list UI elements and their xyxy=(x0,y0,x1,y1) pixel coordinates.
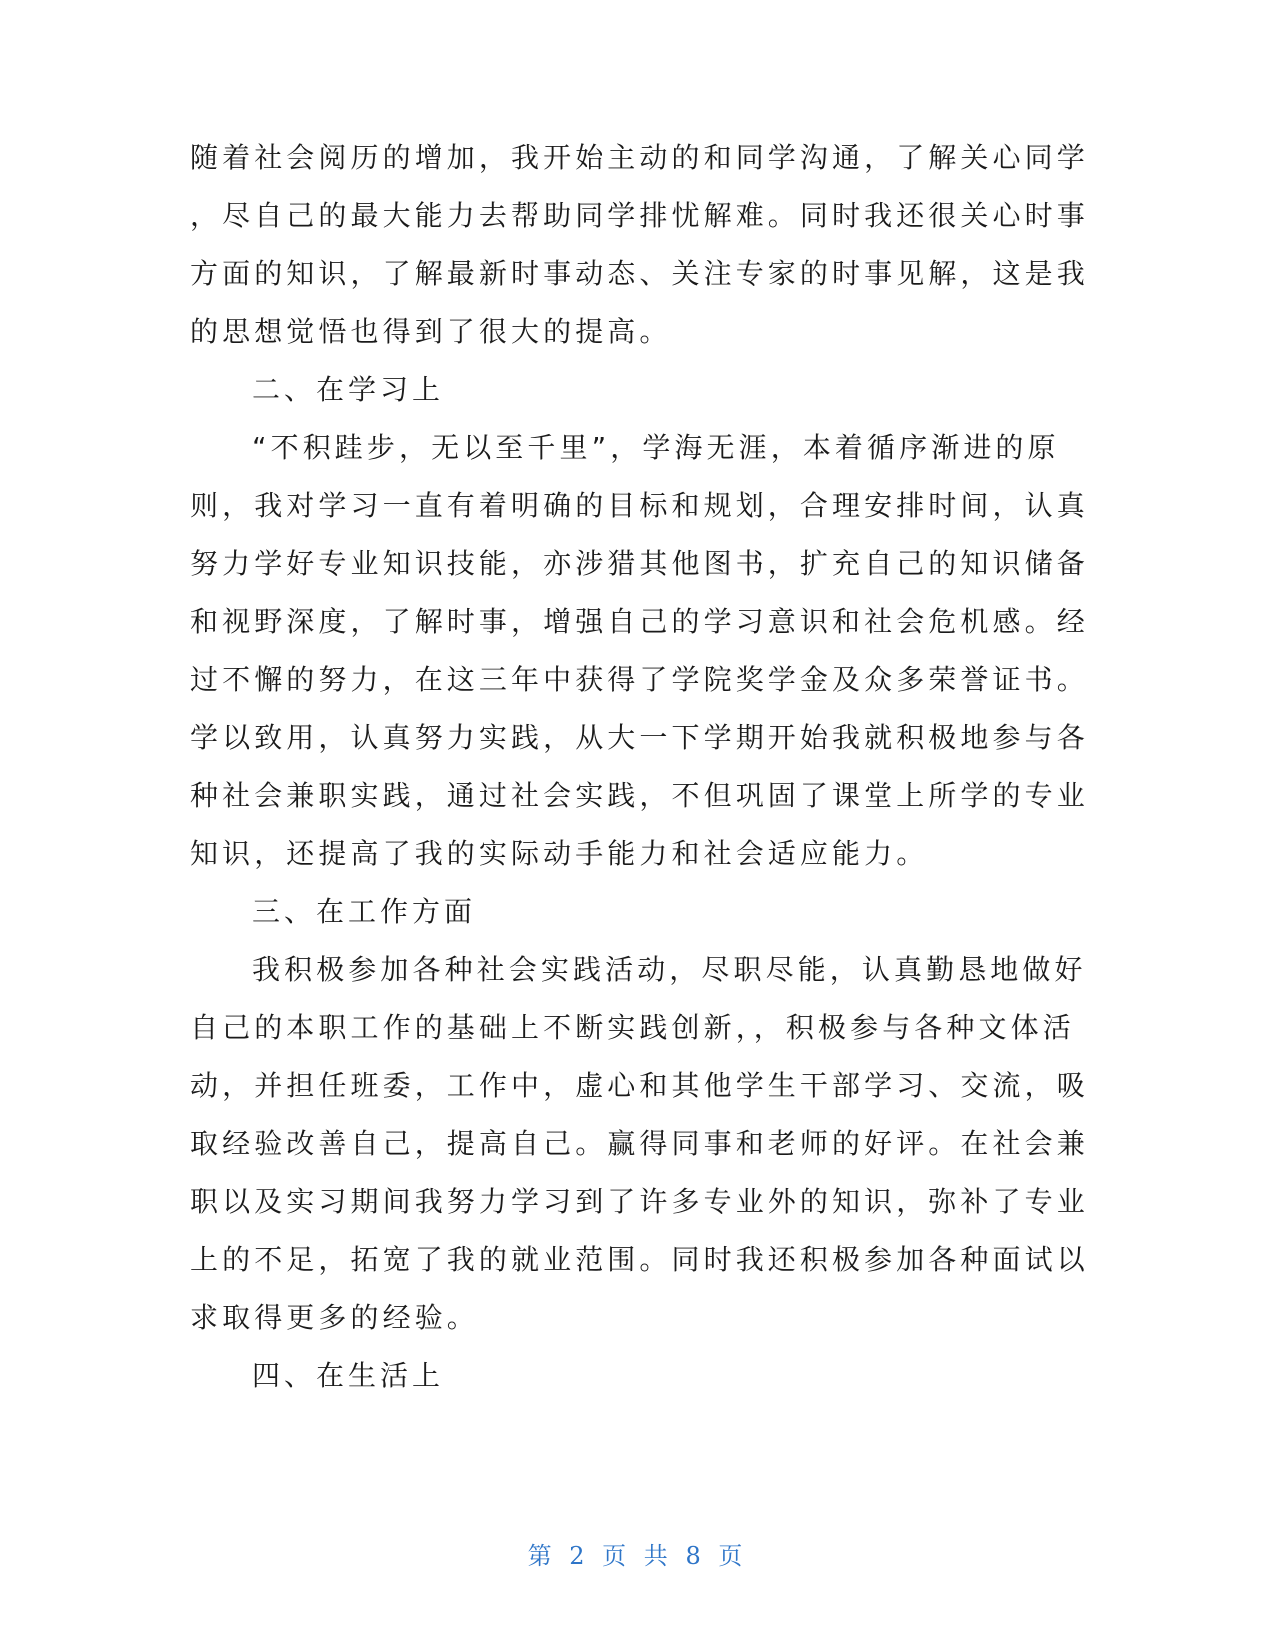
body-line: 方面的知识，了解最新时事动态、关注专家的时事见解，这是我 xyxy=(190,257,1089,290)
section-heading-work: 三、在工作方面 xyxy=(252,895,477,928)
body-line: ，尽自己的最大能力去帮助同学排忧解难。同时我还很关心时事 xyxy=(190,199,1089,232)
body-line: 知识，还提高了我的实际动手能力和社会适应能力。 xyxy=(190,837,929,870)
body-line: 随着社会阅历的增加，我开始主动的和同学沟通，了解关心同学 xyxy=(190,141,1089,174)
body-line: 我积极参加各种社会实践活动，尽职尽能，认真勤恳地做好 xyxy=(252,953,1087,986)
body-line: 职以及实习期间我努力学习到了许多专业外的知识，弥补了专业 xyxy=(190,1185,1089,1218)
section-heading-study: 二、在学习上 xyxy=(252,373,445,406)
body-line: 过不懈的努力，在这三年中获得了学院奖学金及众多荣誉证书。 xyxy=(190,663,1089,696)
body-line: 取经验改善自己，提高自己。赢得同事和老师的好评。在社会兼 xyxy=(190,1127,1089,1160)
body-line: 种社会兼职实践，通过社会实践，不但巩固了课堂上所学的专业 xyxy=(190,779,1089,812)
body-line: 学以致用，认真努力实践，从大一下学期开始我就积极地参与各 xyxy=(190,721,1089,754)
section-heading-life: 四、在生活上 xyxy=(252,1359,445,1392)
body-line: 努力学好专业知识技能，亦涉猎其他图书，扩充自己的知识储备 xyxy=(190,547,1089,580)
body-line: 的思想觉悟也得到了很大的提高。 xyxy=(190,315,672,348)
body-line: 和视野深度，了解时事，增强自己的学习意识和社会危机感。经 xyxy=(190,605,1089,638)
body-line: 求取得更多的经验。 xyxy=(190,1301,479,1334)
body-line: 上的不足，拓宽了我的就业范围。同时我还积极参加各种面试以 xyxy=(190,1243,1089,1276)
body-line: 自己的本职工作的基础上不断实践创新，，积极参与各种文体活 xyxy=(190,1011,1075,1044)
body-line: “不积跬步，无以至千里”，学海无涯，本着循序渐进的原 xyxy=(252,431,1060,464)
body-line: 则，我对学习一直有着明确的目标和规划，合理安排时间，认真 xyxy=(190,489,1089,522)
page-number-footer: 第 2 页 共 8 页 xyxy=(527,1542,748,1570)
body-line: 动，并担任班委，工作中，虚心和其他学生干部学习、交流，吸 xyxy=(190,1069,1089,1102)
